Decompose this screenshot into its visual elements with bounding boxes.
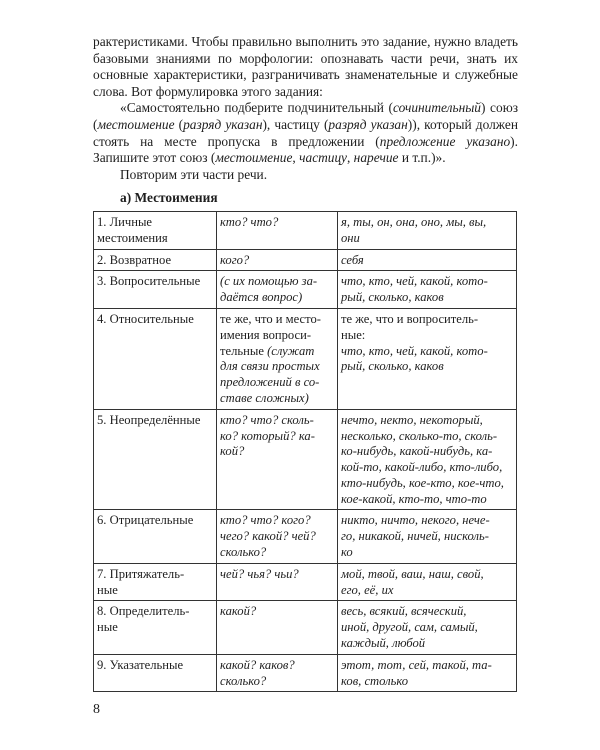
pronoun-category: 7. Притяжатель- ные bbox=[94, 563, 217, 601]
pronoun-category: 3. Вопросительные bbox=[94, 271, 217, 309]
page-number: 8 bbox=[93, 702, 100, 718]
paragraph-intro: рактеристиками. Чтобы правильно выполнить это задание, нужно владеть базовыми знаниями по морфологии: опознавать части речи, знать их основные характеристики, разграничивать знаменательные и служебные слова. Вот формулировка этого задания: bbox=[93, 34, 518, 99]
quote-segment: ) союз ( bbox=[93, 100, 518, 132]
pronoun-examples: я, ты, он, она, оно, мы, вы, они bbox=[338, 211, 517, 249]
quote-segment-italic: наречие bbox=[353, 150, 399, 166]
quote-segment: и т.п.)». bbox=[398, 150, 446, 166]
quote-segment: )), который должен стоять на месте пропуска в предложении ( bbox=[93, 116, 518, 149]
pronoun-category: 1. Личные местоимения bbox=[94, 211, 217, 249]
pronoun-question: какой? bbox=[217, 601, 338, 654]
pronoun-examples: нечто, некто, некоторый, несколько, сколько-то, сколь- ко-нибудь, какой-нибудь, ка- кой-то, какой-либо, кто-либо, кто-нибудь, кое-кто, кое-что, кое-какой, кто-то, что-то bbox=[338, 409, 517, 510]
pronoun-examples bbox=[338, 308, 517, 409]
question-italic: (служат для связи простых предложений в со- ставе сложных) bbox=[220, 343, 320, 405]
quote-segment-italic: разряд указан bbox=[183, 116, 263, 132]
table-row bbox=[94, 654, 517, 692]
pronoun-question: кто? что? bbox=[217, 211, 338, 249]
pronoun-examples: мой, твой, ваш, наш, свой, его, её, их bbox=[338, 563, 517, 601]
table-row bbox=[94, 409, 517, 510]
pronoun-category: 5. Неопределённые bbox=[94, 409, 217, 510]
quote-segment-italic: сочинительный bbox=[392, 100, 481, 116]
pronoun-examples: никто, ничто, некого, нече- го, никакой, ничей, нисколь- ко bbox=[338, 510, 517, 563]
pronoun-question: кто? что? кого? чего? какой? чей? сколько? bbox=[217, 510, 338, 563]
quote-segment: ), частицу ( bbox=[262, 116, 329, 132]
pronoun-examples: этот, тот, сей, такой, та- ков, столько bbox=[338, 654, 517, 692]
quote-segment-italic: местоимение bbox=[215, 150, 293, 166]
pronoun-category: 6. Отрицательные bbox=[94, 510, 217, 563]
quote-segment-italic: местоимение bbox=[97, 116, 175, 132]
table-row bbox=[94, 308, 517, 409]
pronoun-examples: весь, всякий, всяческий, иной, другой, сам, самый, каждый, любой bbox=[338, 601, 517, 654]
table-row bbox=[94, 249, 517, 271]
pronoun-question: какой? каков? сколько? bbox=[217, 654, 338, 692]
table-row bbox=[94, 271, 517, 309]
pronoun-category: 9. Указательные bbox=[94, 654, 217, 692]
pronoun-question: кто? что? сколь- ко? который? ка- кой? bbox=[217, 409, 338, 510]
table-row bbox=[94, 563, 517, 601]
table-row bbox=[94, 601, 517, 654]
pronoun-category: 8. Определитель- ные bbox=[94, 601, 217, 654]
pronoun-examples: что, кто, чей, какой, кото- рый, сколько, каков bbox=[338, 271, 517, 309]
quote-segment: , bbox=[346, 150, 354, 166]
quote-segment: , bbox=[292, 150, 300, 166]
quote-segment-italic: предложение указано bbox=[379, 133, 511, 149]
body-text bbox=[93, 34, 518, 183]
quote-segment-italic: частицу bbox=[299, 150, 347, 166]
pronoun-category: 4. Относительные bbox=[94, 308, 217, 409]
question-plain: те же, что и место- имения вопроси- тельные bbox=[220, 311, 321, 358]
table-row bbox=[94, 510, 517, 563]
examples-plain: те же, что и вопроситель- ные: bbox=[341, 311, 479, 342]
pronoun-question: чей? чья? чьи? bbox=[217, 563, 338, 601]
quote-segment: «Самостоятельно подберите подчинительный ( bbox=[120, 100, 393, 116]
pronoun-question: кого? bbox=[217, 249, 338, 271]
quote-segment: ). Запишите этот союз ( bbox=[93, 133, 518, 166]
examples-italic: что, кто, чей, какой, кото- рый, сколько, каков bbox=[341, 343, 488, 374]
task-quote bbox=[93, 100, 518, 166]
pronoun-examples: себя bbox=[338, 249, 517, 271]
paragraph-repeat: Повторим эти части речи. bbox=[120, 166, 268, 182]
pronoun-question: (с их помощью за- даётся вопрос) bbox=[217, 271, 338, 309]
quote-segment-italic: разряд указан bbox=[328, 116, 408, 132]
section-heading: а) Местоимения bbox=[120, 190, 218, 206]
table-row bbox=[94, 211, 517, 249]
pronouns-table bbox=[93, 211, 517, 693]
pronoun-category: 2. Возвратное bbox=[94, 249, 217, 271]
quote-segment: ( bbox=[174, 116, 184, 132]
page bbox=[93, 34, 518, 718]
pronoun-question bbox=[217, 308, 338, 409]
